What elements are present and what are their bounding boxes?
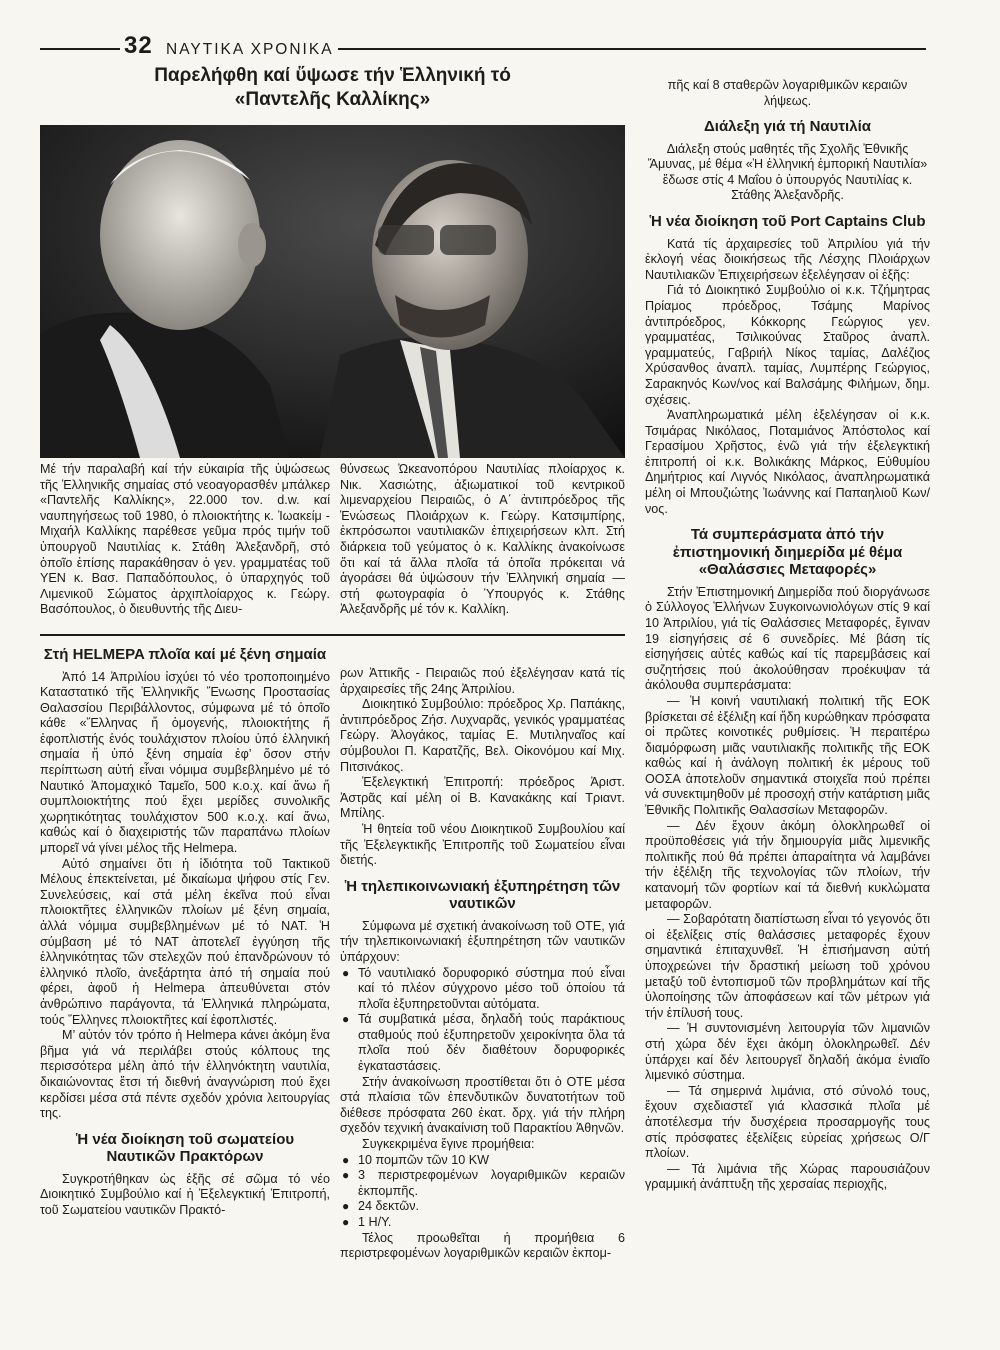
paragraph: Συγκεκριμένα ἔγινε προμήθεια: bbox=[362, 1137, 535, 1152]
paragraph: Αὐτό σημαίνει ὅτι ἡ ἰδιότητα τοῦ Τακτικοῦ Μέλους ἐπεκτείνεται, μέ δικαίωμα ψήφου στίς Γεν. Συνελεύσεις, καί στά μέλη ἐκεῖνα πού εἶναι πλοιοκτῆτες ἑλληνικῶν πλοίων μέ ξένη σημαία, ἀλλά νόμιμα συμβεβλημένων μέ τό ΝΑΤ. Ἡ σύμβαση μέ τό ΝΑΤ ἀποτελεῖ ἐγγύηση τῆς ἑλληνικότητας τῶν στελεχῶν πού ἐπανδρώνουν τό ἑλληνικό πλοῖο, ἀνεξάρτητα ἀπό τή σημαία πού φέρει, ἀφοῦ ἡ Helmepa ἀπευθύνεται στόν ἀνθρώπινο παράγοντα, τά Ἑλληνικά πληρώματα, τούς Ἕλληνες πλοιοκτῆτες καί ἐφοπλιστές. bbox=[40, 856, 330, 1027]
paragraph: — Ἡ κοινή ναυτιλιακή πολιτική τῆς ΕΟΚ βρίσκεται σέ ἐξέλιξη καί ἤδη κυρώθηκαν πρόσφατα οἱ πρῶτες κοινοτικές ρυθμίσεις. Ἡ περαιτέρω διαμόρφωση μιᾶς ναυτιλιακῆς πολιτικῆς τῆς ΕΟΚ καθώς καί ἡ ἀνάλογη πολιτική ἐκ μέρους τοῦ ΟΟΣΑ ἀποτελοῦν σημαντικά στοιχεῖα πού πρέπει νά συνεκτιμηθοῦν μέ προσοχή στήν κατάρτιση μιᾶς Ἐθνικῆς Πολιτικῆς Θαλασσίων Μεταφορῶν. bbox=[645, 693, 930, 818]
lead-headline-line1: Παρελήφθη καί ὕψωσε τήν Ἑλληνική τό bbox=[154, 65, 511, 86]
telecom-list-1 bbox=[340, 966, 625, 1075]
paragraph: Ἀπό 14 Ἀπριλίου ἰσχύει τό νέο τροποποιημένο Καταστατικό τῆς Ἑλληνικῆς Ἕνωσης Προστασίας Θαλασσίου Περιβάλλοντος, σύμφωνα μέ τό ὁποῖο κάθε «Ἕλληνας ἤ ὁμογενής, πλοιοκτήτης ἤ ἐφοπλιστής ἑνός τουλάχιστον πλοίου ὑπό ἑλληνική σημαία ἤ ὑπό ξένη σημαία ἐφ’ ὅσον στήν περίπτωση αὐτή εἶναι νόμιμα συμβεβλημένο μέ τό Ναυτικό Ἀπομαχικό Ταμεῖο, 500 κ.ο.χ. καί ἄνω ἤ συμπλοιοκτήτης πού ἔχει μερίδες συνολικῆς χωρητικότητας τουλάχιστον 500 κ.ο.χ. καί ἄνω, καθώς καί ὁ διαχειριστής τῶν παραπάνω πλοίων μπορεῖ νά γίνει μέλος τῆς Helmepa. bbox=[40, 669, 330, 856]
lecture-heading: Διάλεξη γιά τή Ναυτιλία bbox=[704, 118, 871, 136]
page-number: 32 bbox=[124, 32, 153, 59]
helmepa-heading: Στή HELMEPA πλοῖα καί μέ ξένη σημαία bbox=[43, 646, 327, 663]
paragraph: — Τά σημερινά λιμάνια, στό σύνολό τους, ἔχουν σχεδιαστεῖ γιά κλασσικά πλοῖα μέ ἀποτέλεσμα τήν δυσχέρεια προσαρμογῆς τους στίς πρόσφατες ἐξελίξεις εὐρείας χρήσεως Ο/Γ πλοίων. bbox=[645, 1083, 930, 1161]
agents-heading: Ἡ νέα διοίκηση τοῦ σωματείου Ναυτικῶν Πρακτόρων bbox=[75, 1130, 295, 1166]
list-item-text: Τό ναυτιλιακό δορυφορικό σύστημα πού εἶναι καί τό πλέον σύγχρονο μέσο τοῦ ὁποίου τά πλοῖα ἐξυπηρετοῦνται αὐτόματα. bbox=[358, 965, 625, 1011]
paragraph: Γιά τό Διοικητικό Συμβούλιο οἱ κ.κ. Τζήμητρας Πρίαμος πρόεδρος, Τσάμης Μαρίνος ἀντιπρόεδρος, Κόκκορης Γεώργιος γεν. γραμματέας, Τσιλικούνας Σταῦρος ἀναπλ. γραμματεύς, Γαβριήλ Νίκος ταμίας, Δαλέζιος Χρύσανθος ἀναπλ. ταμίας, Λυμπέρης Γεώργιος, Σαρακηνός Κων/νος καί Βαλσάμης Φιλήμων, δημ. σχέσεις. bbox=[645, 283, 930, 407]
list-item-text: 24 δεκτῶν. bbox=[358, 1199, 420, 1214]
paragraph: Ἐξελεγκτική Ἐπιτροπή: πρόεδρος Ἀριστ. Ἀστρᾶς καί μέλη οἱ Β. Κανακάκης καί Τριαντ. Μπίλης. bbox=[340, 775, 625, 821]
paragraph: Διάλεξη στούς μαθητές τῆς Σχολῆς Ἐθνικῆς Ἄμυνας, μέ θέμα «Ἡ ἑλληνική ἐμπορική Ναυτιλία» ἔδωσε στίς 4 Μαΐου ὁ ὑπουργός Ναυτιλίας κ. Στάθης Ἀλεξανδρῆς. bbox=[647, 141, 928, 203]
bullet-icon: ● bbox=[342, 1152, 350, 1167]
two-men-photo-icon bbox=[40, 125, 625, 458]
conclusions-heading: Τά συμπεράσματα ἀπό τήν ἐπιστημονική διημερίδα μέ θέμα «Θαλάσσιες Μεταφορές» bbox=[672, 526, 903, 579]
bullet-icon: ● bbox=[342, 965, 350, 980]
header-rule bbox=[40, 48, 120, 50]
paragraph: Στήν ἀνακοίνωση προστίθεται ὅτι ὁ ΟΤΕ μέσα στά πλαίσια τῶν ἐπενδυτικῶν δυνατοτήτων τοῦ διέθεσε πρόσφατα 260 ἑκατ. δρχ. γιά τήν πλήρη σχεδόν τεχνική ἀνακαίνιση τοῦ Παρακτίου Ἀθηνῶν. bbox=[340, 1074, 625, 1136]
bullet-icon: ● bbox=[342, 1215, 350, 1229]
list-item bbox=[340, 966, 625, 1013]
list-item bbox=[340, 1215, 625, 1231]
paragraph: Στήν Ἐπιστημονική Διημερίδα πού διοργάνωσε ὁ Σύλλογος Ἑλλήνων Συγκοινωνιολόγων στίς 9 καί 10 Ἀπριλίου, γιά τίς Θαλάσσιες Μεταφορές, ἔγιναν 19 εἰσηγήσεις σέ 6 συνεδρίες. Μέ βάση τίς εἰσηγήσεις αὐτές καθώς καί τίς παρεμβάσεις καί συζητήσεις πού ἀκολούθησαν προέκυψαν τά ἀκόλουθα συμπεράσματα: bbox=[645, 584, 930, 693]
lead-caption-text: Μέ τήν παραλαβή καί τήν εὐκαιρία τῆς ὑψώσεως τῆς Ἑλληνικῆς σημαίας στό νεοαγορασθέν μπάλκερ «Παντελῆς Καλλίκης», 22.000 τον. d.w. καί ναυπηγήσεως τοῦ 1980, ὁ πλοιοκτήτης κ. Ἰωακείμ - Μιχαήλ Καλλίκης παρέθεσε γεῦμα πρός τιμήν τοῦ ὑπουργοῦ Ναυτιλίας κ. Στάθη Ἀλεξανδρῆ, στό ὁποῖο ἐπίσης παρακάθησαν ὁ γεν. γραμματέας τοῦ ΥΕΝ κ. Βασ. Παπαδόπουλος, ὁ ὑπαρχηγός τοῦ Λιμενικοῦ Σώματος ἀρχιπλοίαρχος κ. Γεώργ. Βασόπουλος, ὁ διευθυντής τῆς Διευ- bbox=[40, 462, 330, 617]
column-left bbox=[40, 640, 330, 1219]
list-item-text: 3 περιστρεφομένων λογαριθμικῶν κεραιῶν ἐκπομπῆς. bbox=[358, 1168, 625, 1198]
paragraph: — Ἡ συντονισμένη λειτουργία τῶν λιμανιῶν στή χώρα δέν ἔχει ἀκόμη ὁλοκληρωθεῖ. Δέν ὑπάρχει καί δέν λειτουργεῖ δηλαδή ἀκόμα ἑνιαῖο λιμενικό σύστημα. bbox=[645, 1021, 930, 1083]
paragraph: — Δέν ἔχουν ἀκόμη ὁλοκληρωθεῖ οἱ προϋποθέσεις γιά τήν δημιουργία μιᾶς λιμενικῆς πολιτικῆς πού θά πρέπει ἀπαραίτητα νά λαμβάνει τήν ἐξέλιξη τῆς τεχνολογίας τῶν πλοίων, τήν κατανομή τῶν φορτίων καί τά διεθνή κυκλώματα μεταφορῶν. bbox=[645, 818, 930, 911]
lead-caption-col1 bbox=[40, 462, 330, 618]
paragraph: Ἡ θητεία τοῦ νέου Διοικητικοῦ Συμβουλίου καί τῆς Ἐξελεγκτικῆς Ἐπιτροπῆς τοῦ Σωματείου εἶναι διετής. bbox=[340, 821, 625, 868]
header-rule-right bbox=[338, 48, 926, 50]
paragraph: ρων Ἀττικῆς - Πειραιῶς πού ἐξελέγησαν κατά τίς ἀρχαιρεσίες τῆς 24ης Ἀπριλίου. bbox=[340, 666, 625, 696]
paragraph: πῆς καί 8 σταθερῶν λογαριθμικῶν κεραιῶν λήψεως. bbox=[667, 78, 908, 108]
paragraph: Ἀναπληρωματικά μέλη ἐξελέγησαν οἱ κ.κ. Τσιμάρας Νικόλαος, Ποταμιάνος Ἀπόστολος καί Γερασίμου Χρῆστος, ἐνῶ γιά τήν ἐξελεγκτική ἐπιτροπή οἱ κ.κ. Βολικάκης Μάρκος, Εὐθυμίου Δημήτριος καί Λιγνός Νικόλαος, ἀναπληρωματικά μέλη οἱ Μπουζιώτης Ἰωάννης καί Παπαηλιοῦ Κων/νος. bbox=[645, 408, 930, 516]
column-middle bbox=[340, 666, 625, 1262]
list-item bbox=[340, 1168, 625, 1199]
bullet-icon: ● bbox=[342, 1199, 350, 1214]
magazine-title: ΝΑΥΤΙΚΑ ΧΡΟΝΙΚΑ bbox=[166, 41, 334, 58]
paragraph: Κατά τίς ἀρχαιρεσίες τοῦ Ἀπριλίου γιά τήν ἐκλογή νέας διοικήσεως τῆς Λέσχης Πλοιάρχων Ναυτιλιακῶν Ἐπιχειρήσεων ἐξελέγησαν οἱ ἑξῆς: bbox=[645, 236, 930, 282]
section-rule bbox=[40, 634, 625, 636]
lead-caption-text: θύνσεως Ὠκεανοπόρου Ναυτιλίας πλοίαρχος κ. Νικ. Χασιώτης, ἀξιωματικοί τοῦ κεντρικοῦ λιμεναρχείου Πειραιῶς, ὁ Α΄ ἀντιπρόεδρος τῆς Ἑνώσεως Πλοιάρχων κ. Γεώργ. Κατσιμπίρης, ἐκπρόσωποι ναυτιλιακῶν ἐπιχειρήσεων κλπ. Στή διάρκεια τοῦ γεύματος ὁ κ. Καλλίκης ἀνακοίνωσε ὅτι καί τά ἄλλα πλοῖα τά ὁποῖα πρόκειται νά ἀγοράσει θά ὑψώσουν τήν Ἑλληνική σημαία — στή φωτογραφία ὁ Ὑπουργός κ. Στάθης Ἀλεξανδρῆς μέ τόν κ. Καλλίκη. bbox=[340, 462, 625, 617]
column-right bbox=[645, 78, 930, 1193]
list-item bbox=[340, 1153, 625, 1169]
captains-heading: Ἡ νέα διοίκηση τοῦ Port Captains Club bbox=[649, 213, 926, 231]
paragraph: Σύμφωνα μέ σχετική ἀνακοίνωση τοῦ ΟΤΕ, γιά τήν τηλεπικοινωνιακή ἐξυπηρέτηση τῶν ναυτικῶν ὑπάρχουν: bbox=[340, 918, 625, 964]
list-item bbox=[340, 1012, 625, 1074]
paragraph: — Τά λιμάνια τῆς Χώρας παρουσιάζουν γραμμική ἀνάπτυξη τῆς χερσαίας περιοχῆς, bbox=[645, 1161, 930, 1192]
list-item-text: 1 Η/Υ. bbox=[358, 1215, 392, 1229]
list-item-text: 10 πομπῶν τῶν 10 KW bbox=[358, 1152, 489, 1167]
bullet-icon: ● bbox=[342, 1168, 350, 1183]
paragraph: Συγκροτήθηκαν ὡς ἑξῆς σέ σῶμα τό νέο Διοικητικό Συμβούλιο καί ἡ Ἐξελεγκτική Ἐπιτροπή, τοῦ Σωματείου ναυτικῶν Πρακτό- bbox=[40, 1171, 330, 1217]
paragraph: — Σοβαρότατη διαπίστωση εἶναι τό γεγονός ὅτι οἱ ἐξελίξεις στίς θαλάσσιες μεταφορές ἔχουν σημαντικά ἐπιταχυνθεῖ. Ἡ ἐπισήμανση αὐτή ὑποχρεώνει τήν δραστική μείωση τοῦ χρόνου μεταξύ τοῦ ἐντοπισμοῦ τῶν προβλημάτων καί τῆς ὑλοποίησης τῶν ἀποφάσεων καί τῶν μέτρων γιά τήν ἐπίλυσή τους. bbox=[645, 912, 930, 1020]
telecom-heading: Ἡ τηλεπικοινωνιακή ἐξυπηρέτηση τῶν ναυτικῶν bbox=[344, 877, 621, 913]
lead-caption-col2 bbox=[340, 462, 625, 618]
lead-headline-line2: «Παντελῆς Καλλίκης» bbox=[234, 89, 431, 110]
paragraph: Τέλος προωθεῖται ἡ προμήθεια 6 περιστρεφομένων λογαριθμικῶν κεραιῶν ἐκπομ- bbox=[340, 1230, 625, 1261]
bullet-icon: ● bbox=[342, 1012, 350, 1027]
paragraph: Μ’ αὐτόν τόν τρόπο ἡ Helmepa κάνει ἀκόμη ἕνα βῆμα γιά νά περιλάβει στούς κόλπους της περισσότερα μέλη ἀπό τήν ἑλληνόκτητη ναυτιλία, δικαιώνοντας ἔτσι τή διεθνή ἀναγνώριση πού ἔχει κερδίσει μέσα στά πέντε σχεδόν χρόνια λειτουργίας της. bbox=[40, 1028, 330, 1121]
lead-headline bbox=[40, 64, 625, 112]
paragraph: Διοικητικό Συμβούλιο: πρόεδρος Χρ. Παπάκης, ἀντιπρόεδρος Ζήσ. Λυχναρᾶς, γενικός γραμματέας Γεώργ. Ἀλογάκος, ταμίας Ε. Μυτιληναῖος καί σύμβουλοι Π. Καρατζῆς, Βελ. Οἰκονόμου καί Μιχ. Πιτσινάκος. bbox=[340, 697, 625, 774]
list-item-text: Τά συμβατικά μέσα, δηλαδή τούς παράκτιους σταθμούς πού ἐξυπηρετοῦν χειροκίνητα ὅλα τά πλοῖα πού δέν διαθέτουν δορυφορικές ἐγκαταστάσεις. bbox=[358, 1012, 625, 1074]
telecom-list-2 bbox=[340, 1153, 625, 1231]
lead-photo bbox=[40, 125, 625, 458]
list-item bbox=[340, 1199, 625, 1215]
